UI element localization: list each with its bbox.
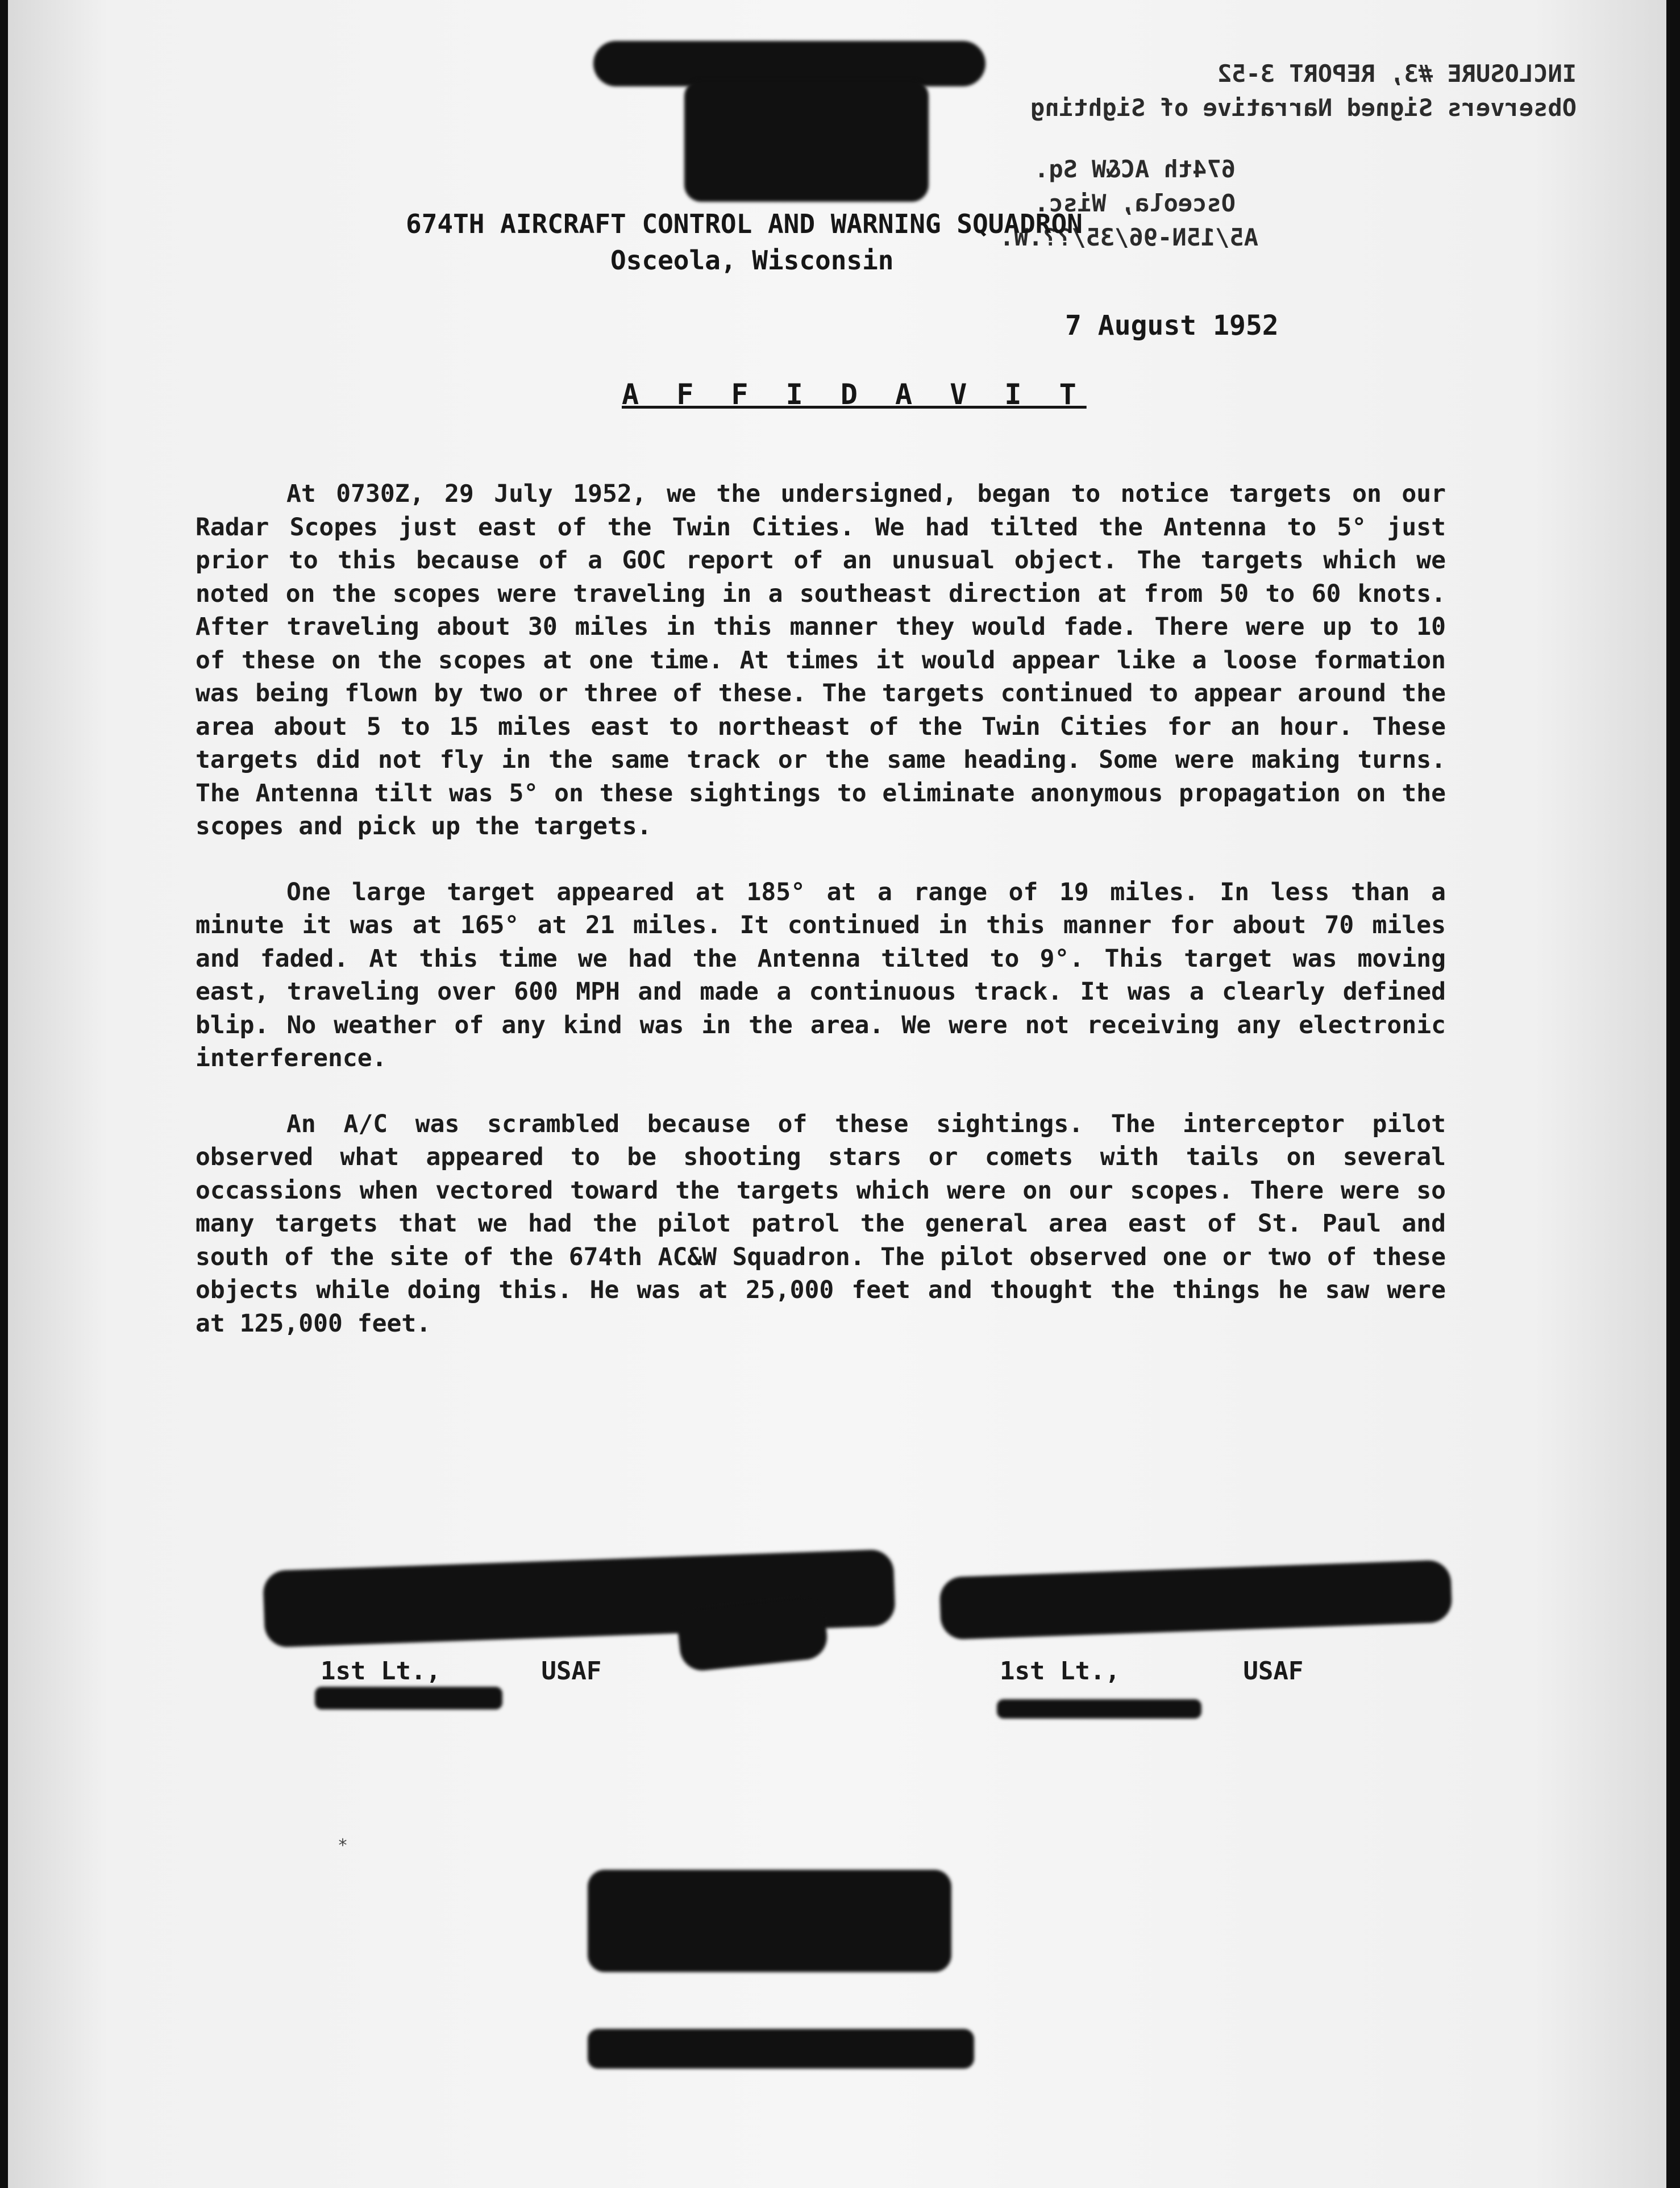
paper-speck: * — [338, 1836, 348, 1856]
document-title: A F F I D A V I T — [622, 378, 1087, 411]
paragraph-3: An A/C was scrambled because of these sightings. The interceptor pilot observed what appeared to be shooting stars or comets with tails on several occassions when vectored toward the targets which were on our scopes. There were so many targets that we had the pilot patrol the general area east of St. Paul and south of the site of the 674th AC&W Squadron. The pilot observed one or two of these objects while doing this. He was at 25,000 feet and thought the things he saw were at 125,000 feet. — [196, 1109, 1446, 1338]
unit-header — [406, 206, 1201, 278]
signature-block-left — [321, 1657, 601, 1686]
document-page — [8, 0, 1666, 2188]
mirror-line-5: A5/15N-96/35/??.W. — [999, 223, 1258, 251]
signature-rank: 1st Lt., — [321, 1657, 441, 1686]
signature-service: USAF — [541, 1657, 602, 1686]
unit-name: 674TH AIRCRAFT CONTROL AND WARNING SQUADRON — [406, 209, 1083, 239]
mirror-line-4: Osceola, Wisc. — [1034, 189, 1236, 217]
mirror-line-3: 674th AC&W Sq. — [1034, 155, 1236, 183]
mirror-line-2: Observers Signed Narrative of Sighting — [1030, 94, 1577, 122]
signature-redaction-right — [939, 1559, 1452, 1640]
name-redaction-left — [315, 1687, 502, 1709]
signature-service: USAF — [1243, 1657, 1304, 1686]
paragraph-1: At 0730Z, 29 July 1952, we the undersigned, began to notice targets on our Radar Scopes just east of the Twin Cities. We had tilted the Antenna to 5° just prior to this because of a GOC report of an unusual object. The targets which we noted on the scopes were traveling in a southeast direction at from 50 to 60 knots. After traveling about 30 miles in this manner they would fade. There were up to 10 of these on the scopes at one time. At times it would appear like a loose formation was being flown by two or three of these. The targets continued to appear around the area about 5 to 15 miles east to northeast of the Twin Cities for an hour. These targets did not fly in the same track or the same heading. Some were making turns. The Antenna tilt was 5° on these sightings to eliminate anonymous propagation on the scopes and pick up the targets. — [196, 480, 1446, 841]
bottom-stamp-redaction — [588, 1870, 951, 1972]
mirror-line-1: INCLOSURE #3, REPORT 3-52 — [1217, 60, 1577, 88]
name-redaction-right — [997, 1699, 1201, 1719]
document-date: 7 August 1952 — [1065, 310, 1279, 342]
affidavit-body — [196, 477, 1446, 1372]
bottom-stamp-redaction-strip — [588, 2029, 974, 2069]
unit-location: Osceola, Wisconsin — [610, 245, 894, 276]
paragraph-2: One large target appeared at 185° at a range of 19 miles. In less than a minute it was at 165° at 21 miles. It continued in this manner for about 70 miles and faded. At this time we had the Antenna tilted to 9°. This target was moving east, traveling over 600 MPH and made a continuous track. It was a clearly defined blip. No weather of any kind was in the area. We were not receiving any electronic interference. — [196, 877, 1446, 1072]
signature-block-right — [1000, 1657, 1303, 1686]
top-stamp-redaction-block — [684, 80, 929, 202]
signature-rank: 1st Lt., — [1000, 1657, 1120, 1686]
